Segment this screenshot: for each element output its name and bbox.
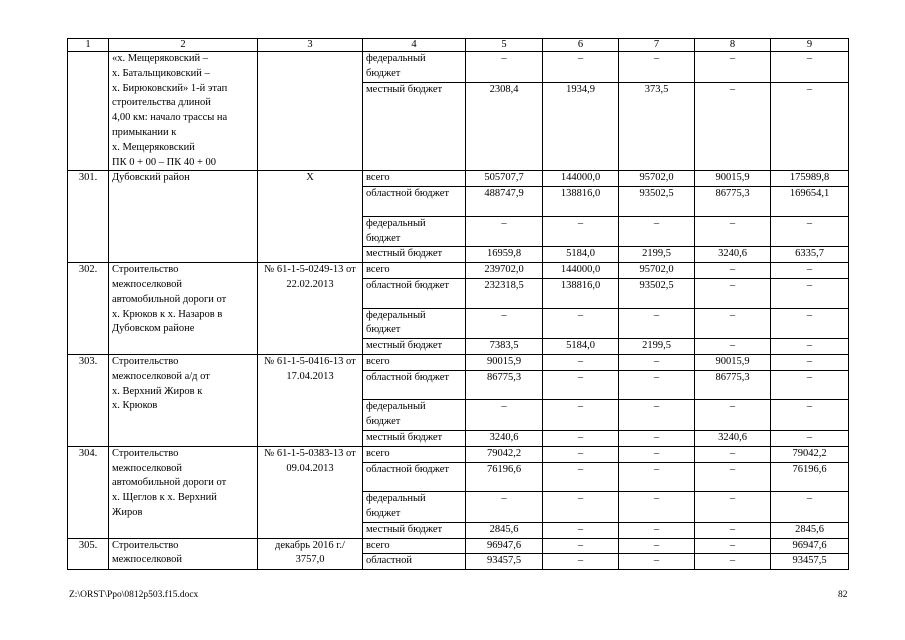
- object-name-line: х. Бирюковский» 1-й этап: [112, 82, 228, 94]
- amount-cell: –: [695, 446, 771, 462]
- funding-source: всего: [363, 354, 466, 370]
- amount-cell: 2199,5: [619, 339, 695, 355]
- amount-cell: 2845,6: [771, 522, 849, 538]
- amount-cell: –: [771, 263, 849, 279]
- amount-cell: 96947,6: [771, 538, 849, 554]
- row-number: 302.: [68, 263, 109, 355]
- amount-cell: –: [771, 354, 849, 370]
- amount-cell: 79042,2: [466, 446, 543, 462]
- amount-cell: –: [695, 278, 771, 308]
- funding-source: федеральный бюджет: [363, 216, 466, 247]
- amount-cell: –: [543, 52, 619, 83]
- funding-source: областной: [363, 554, 466, 570]
- funding-source: областной бюджет: [363, 187, 466, 217]
- row-number: 305.: [68, 538, 109, 570]
- object-name-line: Строительство: [112, 447, 179, 459]
- amount-cell: –: [695, 263, 771, 279]
- funding-source: федеральный бюджет: [363, 492, 466, 523]
- amount-cell: 86775,3: [466, 370, 543, 400]
- object-name-line: межпоселковой: [112, 278, 182, 290]
- amount-cell: –: [695, 52, 771, 83]
- amount-cell: 373,5: [619, 82, 695, 171]
- amount-cell: 96947,6: [466, 538, 543, 554]
- header-row: [68, 39, 849, 52]
- amount-cell: 3240,6: [695, 247, 771, 263]
- header-cell: 1: [68, 39, 109, 52]
- object-name-line: Строительство: [112, 264, 179, 276]
- object-name: [109, 263, 258, 355]
- amount-cell: 175989,8: [771, 171, 849, 187]
- amount-cell: –: [771, 400, 849, 431]
- amount-cell: –: [771, 308, 849, 339]
- document-ref: декабрь 2016 г./ 3757,0: [258, 538, 363, 570]
- table-row: [68, 52, 849, 83]
- amount-cell: –: [695, 554, 771, 570]
- amount-cell: –: [695, 82, 771, 171]
- object-name-line: х. Крюков к х. Назаров в: [112, 308, 223, 320]
- amount-cell: 93502,5: [619, 278, 695, 308]
- amount-cell: 239702,0: [466, 263, 543, 279]
- funding-source: областной бюджет: [363, 370, 466, 400]
- amount-cell: 93502,5: [619, 187, 695, 217]
- header-cell: 6: [543, 39, 619, 52]
- amount-cell: 6335,7: [771, 247, 849, 263]
- amount-cell: 90015,9: [695, 354, 771, 370]
- object-name-line: 4,00 км: начало трассы на: [112, 112, 228, 124]
- amount-cell: –: [466, 492, 543, 523]
- amount-cell: –: [543, 430, 619, 446]
- amount-cell: –: [466, 400, 543, 431]
- amount-cell: –: [695, 538, 771, 554]
- amount-cell: –: [619, 354, 695, 370]
- amount-cell: –: [619, 430, 695, 446]
- table-row: [68, 446, 849, 462]
- amount-cell: 90015,9: [466, 354, 543, 370]
- row-number: 304.: [68, 446, 109, 538]
- amount-cell: 7383,5: [466, 339, 543, 355]
- amount-cell: 86775,3: [695, 187, 771, 217]
- object-name-line: Дубовском районе: [112, 323, 195, 335]
- table-row: [68, 354, 849, 370]
- amount-cell: 5184,0: [543, 339, 619, 355]
- funding-source: местный бюджет: [363, 430, 466, 446]
- object-name-line: Жиров: [112, 506, 143, 518]
- amount-cell: –: [771, 339, 849, 355]
- amount-cell: –: [543, 522, 619, 538]
- budget-table: [67, 38, 849, 570]
- funding-source: всего: [363, 446, 466, 462]
- header-cell: 8: [695, 39, 771, 52]
- object-name-line: х. Щеглов к х. Верхний: [112, 492, 217, 504]
- amount-cell: –: [695, 216, 771, 247]
- document-ref: Х: [258, 171, 363, 263]
- object-name-line: х. Крюков: [112, 400, 158, 412]
- amount-cell: –: [543, 446, 619, 462]
- header-cell: 3: [258, 39, 363, 52]
- amount-cell: 90015,9: [695, 171, 771, 187]
- funding-source: местный бюджет: [363, 522, 466, 538]
- object-name-line: межпоселковой а/д от: [112, 370, 210, 382]
- document-ref: № 61-1-5-0249-13 от 22.02.2013: [258, 263, 363, 355]
- object-name-line: х. Мещеряковский: [112, 141, 195, 153]
- header-cell: 4: [363, 39, 466, 52]
- amount-cell: –: [466, 308, 543, 339]
- object-name-line: автомобильной дороги от: [112, 293, 227, 305]
- amount-cell: –: [619, 554, 695, 570]
- amount-cell: –: [466, 216, 543, 247]
- amount-cell: –: [695, 492, 771, 523]
- amount-cell: 3240,6: [695, 430, 771, 446]
- funding-source: областной бюджет: [363, 462, 466, 492]
- table-row: [68, 263, 849, 279]
- amount-cell: –: [771, 278, 849, 308]
- table-row: [68, 538, 849, 554]
- amount-cell: –: [619, 308, 695, 339]
- amount-cell: –: [543, 308, 619, 339]
- amount-cell: 488747,9: [466, 187, 543, 217]
- amount-cell: –: [543, 370, 619, 400]
- amount-cell: –: [695, 462, 771, 492]
- amount-cell: 5184,0: [543, 247, 619, 263]
- object-name-line: автомобильной дороги от: [112, 477, 227, 489]
- object-name-line: ПК 0 + 00 – ПК 40 + 00: [112, 156, 217, 168]
- amount-cell: –: [543, 354, 619, 370]
- amount-cell: –: [619, 52, 695, 83]
- header-cell: 2: [109, 39, 258, 52]
- funding-source: областной бюджет: [363, 278, 466, 308]
- funding-source: всего: [363, 171, 466, 187]
- amount-cell: –: [619, 492, 695, 523]
- amount-cell: 76196,6: [466, 462, 543, 492]
- header-cell: 9: [771, 39, 849, 52]
- object-name-line: Дубовский район: [112, 172, 190, 184]
- amount-cell: –: [771, 82, 849, 171]
- amount-cell: –: [619, 538, 695, 554]
- amount-cell: –: [543, 492, 619, 523]
- amount-cell: –: [543, 216, 619, 247]
- amount-cell: 2308,4: [466, 82, 543, 171]
- amount-cell: 1934,9: [543, 82, 619, 171]
- funding-source: местный бюджет: [363, 247, 466, 263]
- amount-cell: 169654,1: [771, 187, 849, 217]
- funding-source: всего: [363, 263, 466, 279]
- object-name: [109, 538, 258, 570]
- table-body: [68, 39, 849, 570]
- amount-cell: 2845,6: [466, 522, 543, 538]
- amount-cell: 79042,2: [771, 446, 849, 462]
- table-row: [68, 171, 849, 187]
- amount-cell: 3240,6: [466, 430, 543, 446]
- amount-cell: 93457,5: [771, 554, 849, 570]
- row-number: 301.: [68, 171, 109, 263]
- object-name-line: примыкании к: [112, 126, 177, 138]
- amount-cell: –: [619, 462, 695, 492]
- amount-cell: –: [695, 522, 771, 538]
- footer-file-path: Z:\ORST\Ppo\0812p503.f15.docx: [69, 590, 199, 600]
- funding-source: всего: [363, 538, 466, 554]
- amount-cell: –: [771, 216, 849, 247]
- amount-cell: 95702,0: [619, 171, 695, 187]
- funding-source: федеральный бюджет: [363, 52, 466, 83]
- funding-source: федеральный бюджет: [363, 308, 466, 339]
- object-name: [109, 354, 258, 446]
- amount-cell: –: [619, 522, 695, 538]
- object-name-line: Строительство: [112, 355, 179, 367]
- header-cell: 7: [619, 39, 695, 52]
- amount-cell: 2199,5: [619, 247, 695, 263]
- amount-cell: –: [543, 554, 619, 570]
- document-ref: № 61-1-5-0383-13 от 09.04.2013: [258, 446, 363, 538]
- header-cell: 5: [466, 39, 543, 52]
- object-name-line: х. Батальщиковский –: [112, 67, 210, 79]
- amount-cell: –: [543, 400, 619, 431]
- amount-cell: –: [695, 308, 771, 339]
- object-name-line: х. Верхний Жиров к: [112, 385, 203, 397]
- amount-cell: –: [543, 538, 619, 554]
- row-number: 303.: [68, 354, 109, 446]
- amount-cell: –: [695, 400, 771, 431]
- amount-cell: –: [771, 492, 849, 523]
- amount-cell: –: [619, 216, 695, 247]
- amount-cell: –: [619, 400, 695, 431]
- amount-cell: 144000,0: [543, 263, 619, 279]
- funding-source: федеральный бюджет: [363, 400, 466, 431]
- document-ref: [258, 52, 363, 171]
- object-name: [109, 171, 258, 263]
- amount-cell: 232318,5: [466, 278, 543, 308]
- amount-cell: –: [543, 462, 619, 492]
- amount-cell: –: [771, 52, 849, 83]
- amount-cell: –: [695, 339, 771, 355]
- amount-cell: –: [466, 52, 543, 83]
- amount-cell: –: [771, 370, 849, 400]
- object-name-line: строительства длиной: [112, 97, 211, 109]
- amount-cell: –: [619, 446, 695, 462]
- row-number: [68, 52, 109, 171]
- object-name-line: межпоселковой: [112, 554, 182, 566]
- object-name-line: межпоселковой: [112, 462, 182, 474]
- amount-cell: 138816,0: [543, 278, 619, 308]
- amount-cell: 144000,0: [543, 171, 619, 187]
- amount-cell: 505707,7: [466, 171, 543, 187]
- object-name-line: «х. Мещеряковский –: [112, 53, 209, 64]
- footer-page-number: 82: [838, 590, 848, 600]
- document-ref: № 61-1-5-0416-13 от 17.04.2013: [258, 354, 363, 446]
- funding-source: местный бюджет: [363, 339, 466, 355]
- funding-source: местный бюджет: [363, 82, 466, 171]
- amount-cell: 76196,6: [771, 462, 849, 492]
- amount-cell: 138816,0: [543, 187, 619, 217]
- object-name: [109, 52, 258, 171]
- amount-cell: 93457,5: [466, 554, 543, 570]
- amount-cell: 95702,0: [619, 263, 695, 279]
- amount-cell: 86775,3: [695, 370, 771, 400]
- amount-cell: –: [771, 430, 849, 446]
- object-name: [109, 446, 258, 538]
- object-name-line: Строительство: [112, 539, 179, 551]
- amount-cell: 16959,8: [466, 247, 543, 263]
- amount-cell: –: [619, 370, 695, 400]
